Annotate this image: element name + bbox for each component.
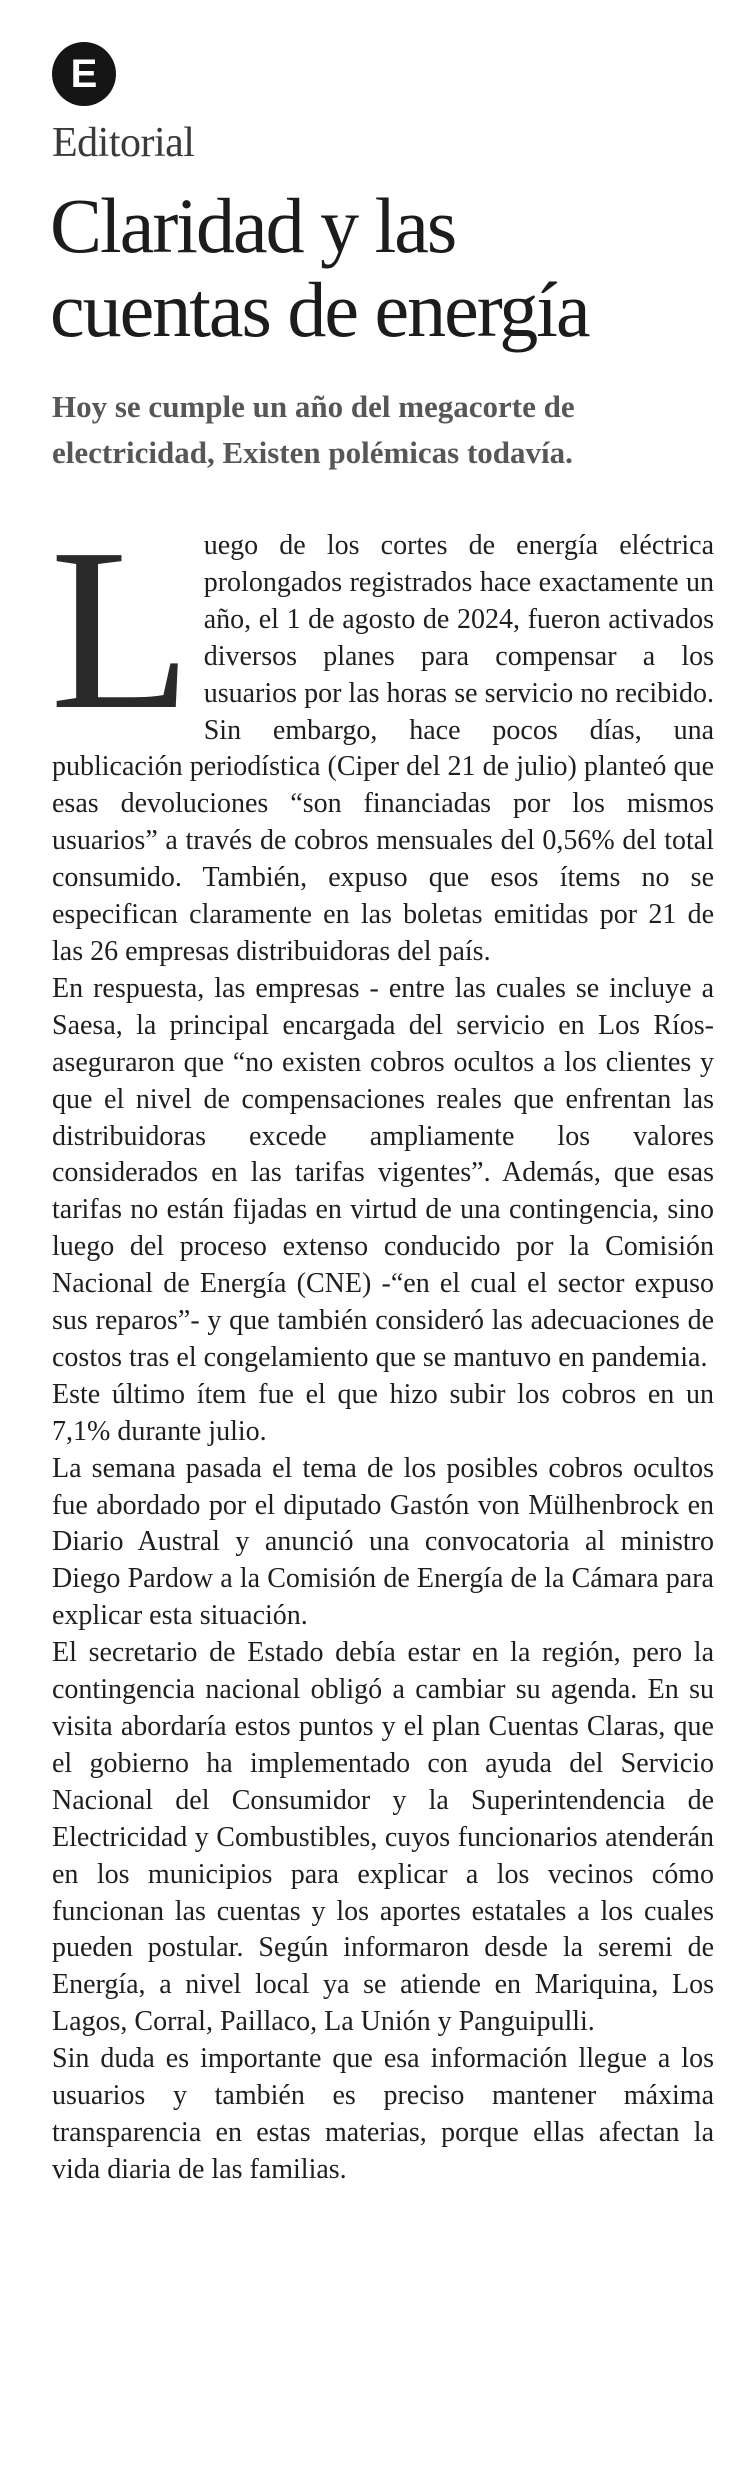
editorial-badge [52, 42, 116, 106]
headline [50, 184, 740, 352]
article-paragraph: El secretario de Estado debía estar en la región, pero la contingencia nacional obligó a cambiar su agenda. En su visita abordaría estos puntos y el plan Cuentas Claras, que el gobierno ha implementado con ayuda del Servicio Nacional del Consumidor y la Superintendencia de Electricidad y Combustibles, cuyos funcionarios atenderán en los municipios para explicar a los vecinos cómo funcionan las cuentas y los aportes estatales a los cuales pueden postular. Según informaron desde la seremi de Energía, a nivel local ya se atiende en Mariquina, Los Lagos, Corral, Paillaco, La Unión y Panguipulli. [52, 1637, 714, 2038]
subheadline [52, 384, 732, 476]
editorial-badge-letter: E [70, 52, 98, 96]
article-paragraph: En respuesta, las empresas - entre las cuales se incluye a Saesa, la principal encargada del servicio en Los Ríos- aseguraron que “no existen cobros ocultos a los clientes y que el nivel de compensaciones reales que enfrentan las distribuidoras excede ampliamente los valores considerados en las tarifas vigentes”. Además, que esas tarifas no están fijadas en virtud de una contingencia, sino luego del proceso extenso conducido por la Comisión Nacional de Energía (CNE) -“en el cual el sector expuso sus reparos”- y que también consideró las adecuaciones de costos tras el congelamiento que se mantuvo en pandemia. [52, 972, 714, 1373]
headline-line-2: cuentas de energía [50, 266, 589, 353]
article-paragraph [50, 501, 714, 971]
article-paragraph: Este último ítem fue el que hizo subir los cobros en un 7,1% durante julio. [52, 1378, 714, 1447]
subheadline-line-1: Hoy se cumple un año del megacorte de [52, 389, 575, 424]
article-paragraph: La semana pasada el tema de los posibles cobros ocultos fue abordado por el diputado Gastón von Mülhenbrock en Diario Austral y anunció una convocatoria al ministro Diego Pardow a la Comisión de Energía de la Cámara para explicar esta situación. [52, 1452, 714, 1632]
article-paragraph-text: uego de los cortes de energía eléctrica prolongados registrados hace exactamente un año, el 1 de agosto de 2024, fueron activados diversos planes para compensar a los usuarios por las horas se servicio no recibido. Sin embargo, hace pocos días, una publicación periodística (Ciper del 21 de julio) planteó que esas devoluciones “son financiadas por los mismos usuarios” a través de cobros mensuales del 0,56% del total consumido. También, expuso que esos ítems no se especifican claramente en las boletas emitidas por 21 de las 26 empresas distribuidoras del país. [52, 530, 714, 967]
article-body [50, 501, 714, 2189]
headline-line-1: Claridad y las [50, 182, 456, 269]
subheadline-line-2: electricidad, Existen polémicas todavía. [52, 435, 573, 470]
section-label: Editorial [52, 120, 195, 166]
drop-cap: L [50, 501, 192, 758]
article-paragraph: Sin duda es importante que esa información llegue a los usuarios y también es preciso mantener máxima transparencia en estas materias, porque ellas afectan la vida diaria de las familias. [52, 2043, 714, 2185]
